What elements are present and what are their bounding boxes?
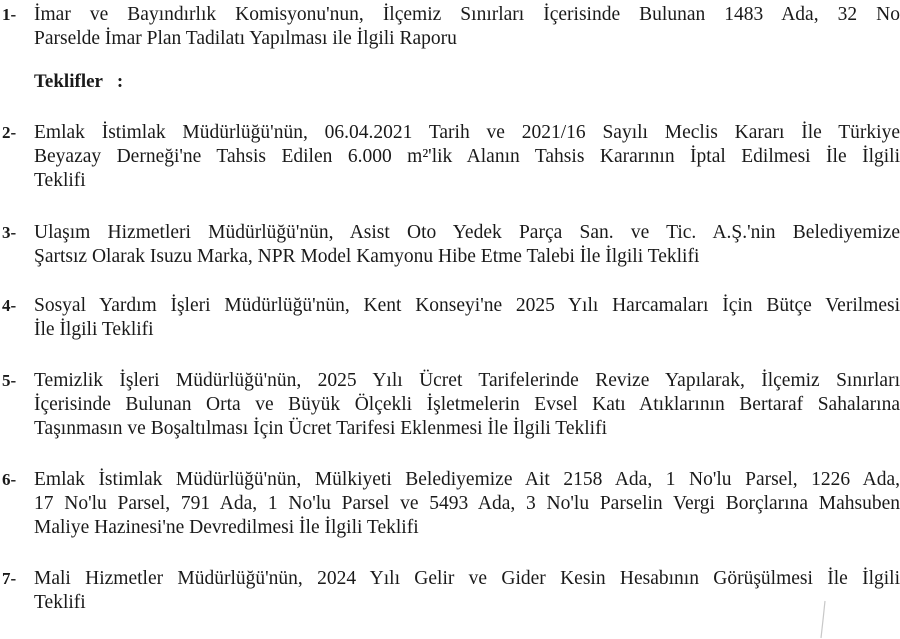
item-text (34, 567, 900, 615)
item-line: Maliye Hazinesi'ne Devredilmesi İle İlgili Teklifi (34, 517, 419, 538)
item-number: 3- (2, 223, 17, 242)
item-number: 6- (2, 470, 17, 489)
item-text (34, 294, 900, 342)
item-line: Emlak İstimlak Müdürlüğü'nün, Mülkiyeti Belediyemize Ait 2158 Ada, 1 No'lu Parsel, 1226 Ada, (34, 469, 900, 490)
item-number: 7- (2, 569, 17, 588)
item-line: Sosyal Yardım İşleri Müdürlüğü'nün, Kent Konseyi'ne 2025 Yılı Harcamaları İçin Bütçe Verilmesi (34, 295, 900, 316)
scan-mark (818, 600, 828, 639)
item-text (34, 468, 900, 540)
section-heading: Teklifler : (34, 71, 124, 92)
item-text (34, 121, 900, 193)
item-text (34, 221, 900, 269)
item-line: Şartsız Olarak Isuzu Marka, NPR Model Kamyonu Hibe Etme Talebi İle İlgili Teklifi (34, 246, 700, 267)
item-line: Teklifi (34, 592, 86, 613)
item-number: 5- (2, 371, 17, 390)
item-line: Emlak İstimlak Müdürlüğü'nün, 06.04.2021 Tarih ve 2021/16 Sayılı Meclis Kararı İle Türkiye (34, 122, 900, 143)
item-line: Ulaşım Hizmetleri Müdürlüğü'nün, Asist Oto Yedek Parça San. ve Tic. A.Ş.'nin Belediyemize (34, 222, 900, 243)
item-text (34, 3, 900, 51)
item-text (34, 369, 900, 441)
item-line: Teklifi (34, 170, 86, 191)
item-line: Parselde İmar Plan Tadilatı Yapılması ile İlgili Raporu (34, 28, 457, 49)
item-line: İçerisinde Bulunan Orta ve Büyük Ölçekli İşletmelerin Evsel Katı Atıklarının Bertaraf Sahalarına (34, 394, 900, 415)
item-line: İmar ve Bayındırlık Komisyonu'nun, İlçemiz Sınırları İçerisinde Bulunan 1483 Ada, 32 No (34, 4, 900, 25)
item-number: 2- (2, 123, 17, 142)
item-line: Temizlik İşleri Müdürlüğü'nün, 2025 Yılı Ücret Tarifelerinde Revize Yapılarak, İlçemiz Sınırları (34, 370, 900, 391)
item-number: 1- (2, 5, 17, 24)
item-line: Taşınmasın ve Boşaltılması İçin Ücret Tarifesi Eklenmesi İle İlgili Teklifi (34, 418, 608, 439)
item-number: 4- (2, 296, 17, 315)
item-line: Mali Hizmetler Müdürlüğü'nün, 2024 Yılı Gelir ve Gider Kesin Hesabının Görüşülmesi İle İlgili (34, 568, 900, 589)
item-line: 17 No'lu Parsel, 791 Ada, 1 No'lu Parsel ve 5493 Ada, 3 No'lu Parselin Vergi Borçlarına Mahsuben (34, 493, 900, 514)
item-line: İle İlgili Teklifi (34, 319, 154, 340)
item-line: Beyazay Derneği'ne Tahsis Edilen 6.000 m²'lik Alanın Tahsis Kararının İptal Edilmesi İle İlgili (34, 146, 900, 167)
